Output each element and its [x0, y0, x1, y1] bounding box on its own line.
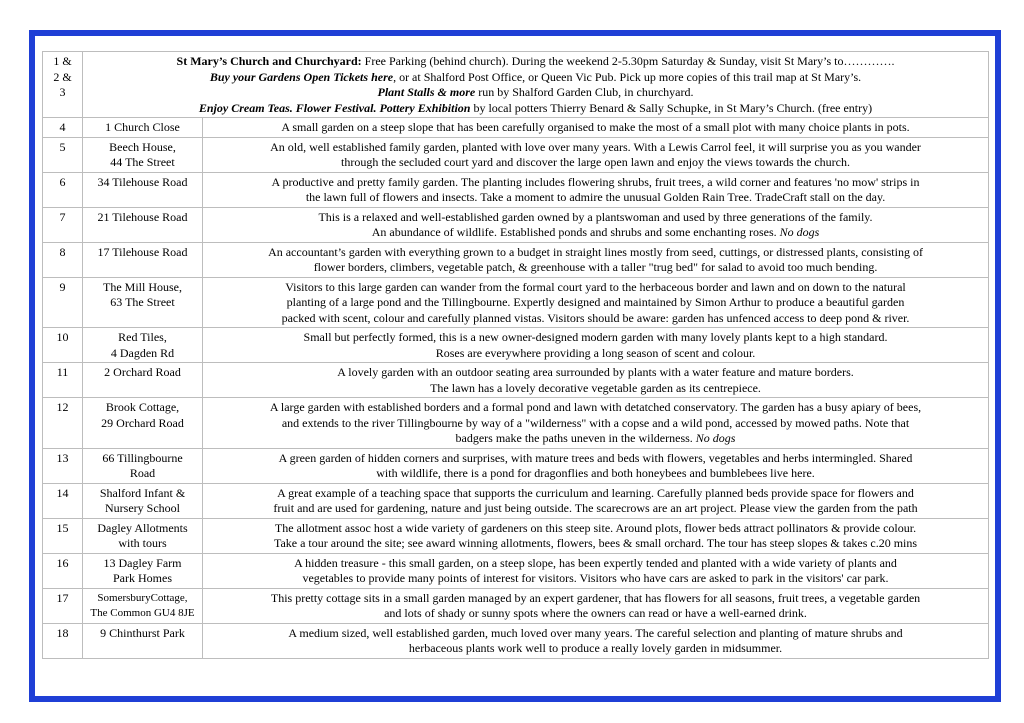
address-line: 21 Tilehouse Road [97, 209, 188, 224]
table-row [43, 448, 989, 483]
cream-teas-highlight: Enjoy Cream Teas. Flower Festival. Pottery Exhibition [198, 100, 471, 115]
description-line: herbaceous plants work well to produce a really lovely garden in midsummer. [408, 641, 783, 655]
table-row [43, 363, 989, 398]
header-info [83, 52, 989, 118]
address-line: SomersburyCottage, [97, 591, 188, 604]
garden-address [83, 518, 203, 553]
garden-description [203, 588, 989, 623]
description-line: and lots of shady or sunny spots where the owners can read or have a well-earned drink. [384, 606, 807, 620]
description-line: Take a tour around the site; see award winning allotments, flowers, bees & small orchard. The tour has steep slopes & takes c.20 mins [273, 536, 918, 550]
tickets-highlight: Buy your Gardens Open Tickets here [209, 69, 394, 84]
garden-address [83, 398, 203, 449]
dog-note: No dogs [695, 431, 736, 445]
description-line: A productive and pretty family garden. The planting includes flowering shrubs, fruit trees, a wild corner and features 'no mow' strips in [271, 174, 920, 189]
church-parking: Free Parking (behind church). During the weekend 2-5.30pm Saturday & Sunday, visit St Mary’s to…………. [361, 54, 895, 68]
description-line: This pretty cottage sits in a small garden managed by an expert gardener, that has flowers for all seasons, fruit trees, a vegetable garden [270, 590, 921, 605]
address-line: Park Homes [113, 571, 172, 585]
garden-number: 8 [43, 242, 83, 277]
plant-stalls-highlight: Plant Stalls & more [377, 85, 476, 99]
address-line: with tours [118, 536, 167, 550]
garden-trail-table [42, 51, 989, 659]
description-line: planting of a large pond and the Tillingbourne. Expertly designed and maintained by Simon Arthur to produce a beautiful garden [286, 295, 905, 309]
address-line: The Mill House, [103, 279, 182, 294]
garden-description [203, 242, 989, 277]
description-line: The allotment assoc host a wide variety of gardeners on this steep site. Around plots, flower beds attract pollinators & provide colour. [274, 520, 917, 535]
garden-number: 13 [43, 448, 83, 483]
garden-description [203, 118, 989, 138]
address-line: 1 Church Close [105, 120, 180, 134]
description-line: Small but perfectly formed, this is a new owner-designed modern garden with many lovely plants kept to a high standard. [303, 330, 888, 344]
garden-number: 17 [43, 588, 83, 623]
garden-number: 15 [43, 518, 83, 553]
description-line: badgers make the paths uneven in the wilderness. [455, 431, 696, 445]
table-row [43, 118, 989, 138]
garden-address [83, 588, 203, 623]
garden-address [83, 448, 203, 483]
cream-teas-text: by local potters Thierry Benard & Sally Schupke, in St Mary’s Church. (free entry) [470, 100, 873, 115]
address-line: Brook Cottage, [105, 400, 180, 414]
header-number: 1 & 2 & 3 [43, 52, 83, 118]
garden-address [83, 277, 203, 328]
table-row [43, 172, 989, 207]
garden-description [203, 553, 989, 588]
garden-number: 18 [43, 623, 83, 658]
garden-address [83, 623, 203, 658]
address-line: 66 Tillingbourne [102, 450, 183, 465]
address-line: Beech House, [109, 139, 176, 154]
garden-number: 10 [43, 328, 83, 363]
garden-description [203, 363, 989, 398]
address-line: 13 Dagley Farm [103, 555, 182, 570]
page-frame [29, 30, 1001, 702]
description-line: A great example of a teaching space that supports the curriculum and learning. Carefully planned beds provide space for flowers and [277, 485, 914, 500]
description-line: vegetables to provide many points of interest for visitors. Visitors who have cars are asked to park in the visitors' car park. [302, 571, 889, 585]
garden-address [83, 553, 203, 588]
description-line: Roses are everywhere providing a long season of scent and colour. [435, 345, 756, 360]
address-line: 2 Orchard Road [104, 365, 181, 379]
address-line: 9 Chinthurst Park [100, 625, 185, 640]
description-line: Visitors to this large garden can wander from the formal court yard to the herbaceous border and lawn and on down to the natural [285, 279, 906, 294]
description-line: fruit and are used for gardening, nature and just being outside. The scarecrows are an art project. Please view the garden from the path [273, 501, 918, 515]
garden-number: 6 [43, 172, 83, 207]
garden-number: 7 [43, 207, 83, 242]
garden-description [203, 398, 989, 449]
garden-number: 12 [43, 398, 83, 449]
description-line: packed with scent, colour and carefully planned vistas. Visitors should be aware: garden has unfenced access to deep pond & river. [281, 310, 910, 325]
description-line: The lawn has a lovely decorative vegetable garden as its centrepiece. [430, 380, 761, 395]
garden-number: 9 [43, 277, 83, 328]
plant-stalls-text: run by Shalford Garden Club, in churchyard. [475, 85, 694, 99]
garden-description [203, 483, 989, 518]
description-line: An abundance of wildlife. Established ponds and shrubs and some enchanting roses. [371, 225, 780, 239]
garden-address [83, 242, 203, 277]
description-line: through the secluded court yard and discover the large open lawn and enjoy the views towards the church. [341, 155, 850, 169]
table-row [43, 518, 989, 553]
table-row [43, 553, 989, 588]
garden-number: 4 [43, 118, 83, 138]
description-line: flower borders, climbers, vegetable patch, & greenhouse with a taller "trug bed" for salad to avoid too much bending. [313, 260, 878, 274]
garden-description [203, 172, 989, 207]
address-line: Nursery School [105, 501, 180, 515]
table-row [43, 398, 989, 449]
table-row [43, 137, 989, 172]
address-line: 44 The Street [110, 155, 175, 169]
garden-description [203, 623, 989, 658]
church-title: St Mary’s Church and Churchyard: [176, 54, 362, 68]
garden-description [203, 328, 989, 363]
garden-address [83, 328, 203, 363]
address-line: The Common GU4 8JE [90, 607, 195, 619]
dog-note: No dogs [779, 225, 820, 239]
description-line: with wildlife, there is a pond for dragonflies and both honeybees and bumblebees live here. [376, 466, 815, 480]
description-line: the lawn full of flowers and insects. Take a moment to admire the unusual Golden Rain Tree. TradeCraft stall on the day. [305, 190, 886, 204]
address-line: 4 Dagden Rd [110, 345, 175, 360]
table-row [43, 328, 989, 363]
garden-address [83, 172, 203, 207]
table-row [43, 207, 989, 242]
garden-address [83, 137, 203, 172]
address-line: 17 Tilehouse Road [97, 244, 188, 259]
garden-description [203, 277, 989, 328]
tickets-text: , or at Shalford Post Office, or Queen Vic Pub. Pick up more copies of this trail map at St Mary’s. [393, 69, 862, 84]
garden-number: 5 [43, 137, 83, 172]
description-line: A large garden with established borders and a formal pond and lawn with detatched conservatory. The garden has a busy apiary of bees, [269, 400, 922, 414]
table-row [43, 277, 989, 328]
table-row [43, 588, 989, 623]
address-line: Road [129, 466, 156, 480]
table-row [43, 242, 989, 277]
garden-address [83, 483, 203, 518]
garden-description [203, 518, 989, 553]
garden-address [83, 207, 203, 242]
header-row [43, 52, 989, 118]
description-line: A medium sized, well established garden, much loved over many years. The careful selection and planting of mature shrubs and [288, 625, 903, 640]
garden-number: 11 [43, 363, 83, 398]
garden-description [203, 137, 989, 172]
garden-address [83, 118, 203, 138]
garden-description [203, 207, 989, 242]
address-line: Dagley Allotments [97, 520, 188, 535]
table-row [43, 483, 989, 518]
description-line: A green garden of hidden corners and surprises, with mature trees and beds with flowers, vegetables and herbs intermingled. Shared [278, 450, 913, 465]
description-line: A small garden on a steep slope that has been carefully organised to make the most of a small plot with many choice plants in pots. [281, 120, 910, 134]
garden-number: 16 [43, 553, 83, 588]
description-line: A hidden treasure - this small garden, on a steep slope, has been expertly tended and planted with a wide variety of plants and [294, 555, 897, 570]
description-line: This is a relaxed and well-established garden owned by a plantswoman and used by three generations of the family. [318, 209, 873, 224]
address-line: 29 Orchard Road [101, 415, 184, 430]
address-line: Red Tiles, [118, 330, 167, 344]
garden-address [83, 363, 203, 398]
description-line: A lovely garden with an outdoor seating area surrounded by plants with a water feature and mature borders. [337, 365, 854, 379]
garden-number: 14 [43, 483, 83, 518]
description-line: An old, well established family garden, planted with love over many years. With a Lewis Carrol feel, it will surprise you as you wander [270, 139, 921, 154]
address-line: 34 Tilehouse Road [97, 174, 188, 189]
description-line: An accountant’s garden with everything grown to a budget in straight lines mostly from seed, cuttings, or distressed plants, consisting of [268, 244, 923, 259]
table-row [43, 623, 989, 658]
description-line: and extends to the river Tillingbourne by way of a "wilderness" with a copse and a wild pond, accessed by mowed paths. Note that [281, 415, 910, 430]
address-line: 63 The Street [110, 295, 175, 309]
address-line: Shalford Infant & [99, 485, 186, 500]
garden-description [203, 448, 989, 483]
